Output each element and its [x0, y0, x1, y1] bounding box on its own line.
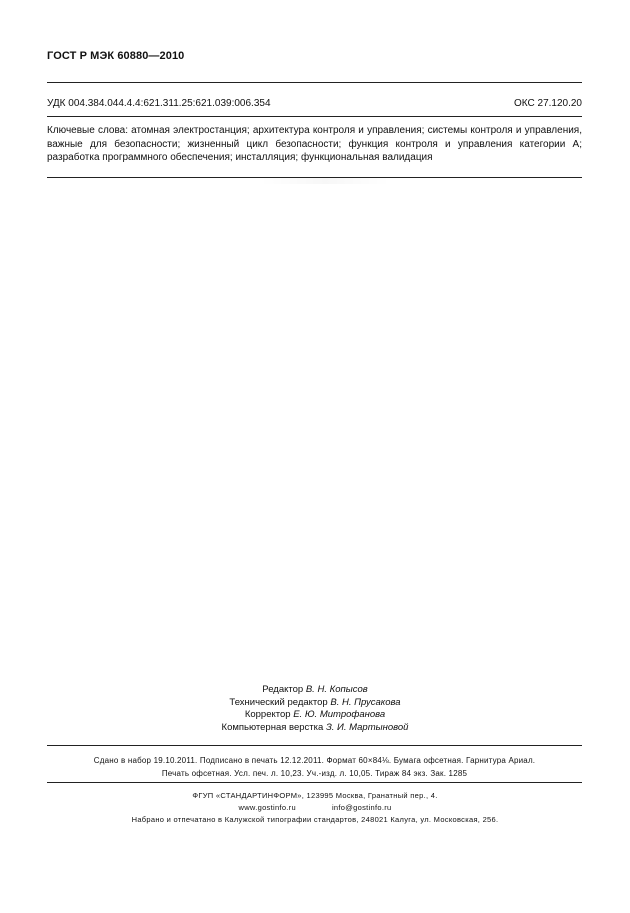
credit-name: В. Н. Копысов: [305, 684, 368, 695]
print-info-line-1: Сдано в набор 19.10.2011. Подписано в печать 12.12.2011. Формат 60×84⅛. Бумага офсетная. Гарнитура Ариал.: [93, 756, 536, 765]
credits-block: [0, 684, 630, 734]
credit-role: Корректор: [244, 709, 291, 720]
email-link[interactable]: info@gostinfo.ru: [331, 803, 392, 812]
print-info-block: [47, 755, 582, 780]
publisher-contacts: [0, 802, 630, 814]
print-info-top-divider: [47, 745, 582, 746]
credit-role: Редактор: [262, 684, 304, 695]
credit-role: Технический редактор: [229, 696, 328, 708]
classification-row: [47, 98, 582, 109]
credit-tech-editor: [0, 697, 630, 710]
top-divider: [47, 82, 582, 83]
credit-name: З. И. Мартыновой: [325, 721, 409, 733]
credit-name: В. Н. Прусакова: [330, 696, 401, 708]
website-link[interactable]: www.gostinfo.ru: [238, 803, 296, 812]
keywords-paragraph: Ключевые слова: атомная электростанция; архитектура контроля и управления; системы контроля и управления, важные для безопасности; жизненный цикл безопасности; функция контроля и управления категории А; разработка программного обеспечения; инсталляция; функциональная валидация: [47, 125, 582, 163]
publisher-block: [0, 790, 630, 826]
credit-name: Е. Ю. Митрофанова: [293, 709, 386, 720]
udk-code: УДК 004.384.044.4.4:621.311.25:621.039:006.354: [47, 98, 271, 109]
publisher-address: ФГУП «СТАНДАРТИНФОРМ», 123995 Москва, Гранатный пер., 4.: [192, 791, 438, 800]
credit-role: Компьютерная верстка: [221, 721, 324, 733]
credit-proofreader: [0, 709, 630, 722]
oks-code: ОКС 27.120.20: [514, 98, 582, 109]
keywords-top-divider: [47, 116, 582, 117]
print-info-line-2: Печать офсетная. Усл. печ. л. 10,23. Уч.-изд. л. 10,05. Тираж 84 экз. Зак. 1285: [161, 768, 468, 778]
standard-header: ГОСТ Р МЭК 60880—2010: [47, 50, 185, 62]
printing-house: Набрано и отпечатано в Калужской типографии стандартов, 248021 Калуга, ул. Московская, 256.: [131, 815, 499, 824]
publisher-top-divider: [47, 782, 582, 783]
credit-layout: [0, 722, 630, 735]
credit-editor: [0, 684, 630, 697]
scan-smudge: [260, 178, 390, 184]
